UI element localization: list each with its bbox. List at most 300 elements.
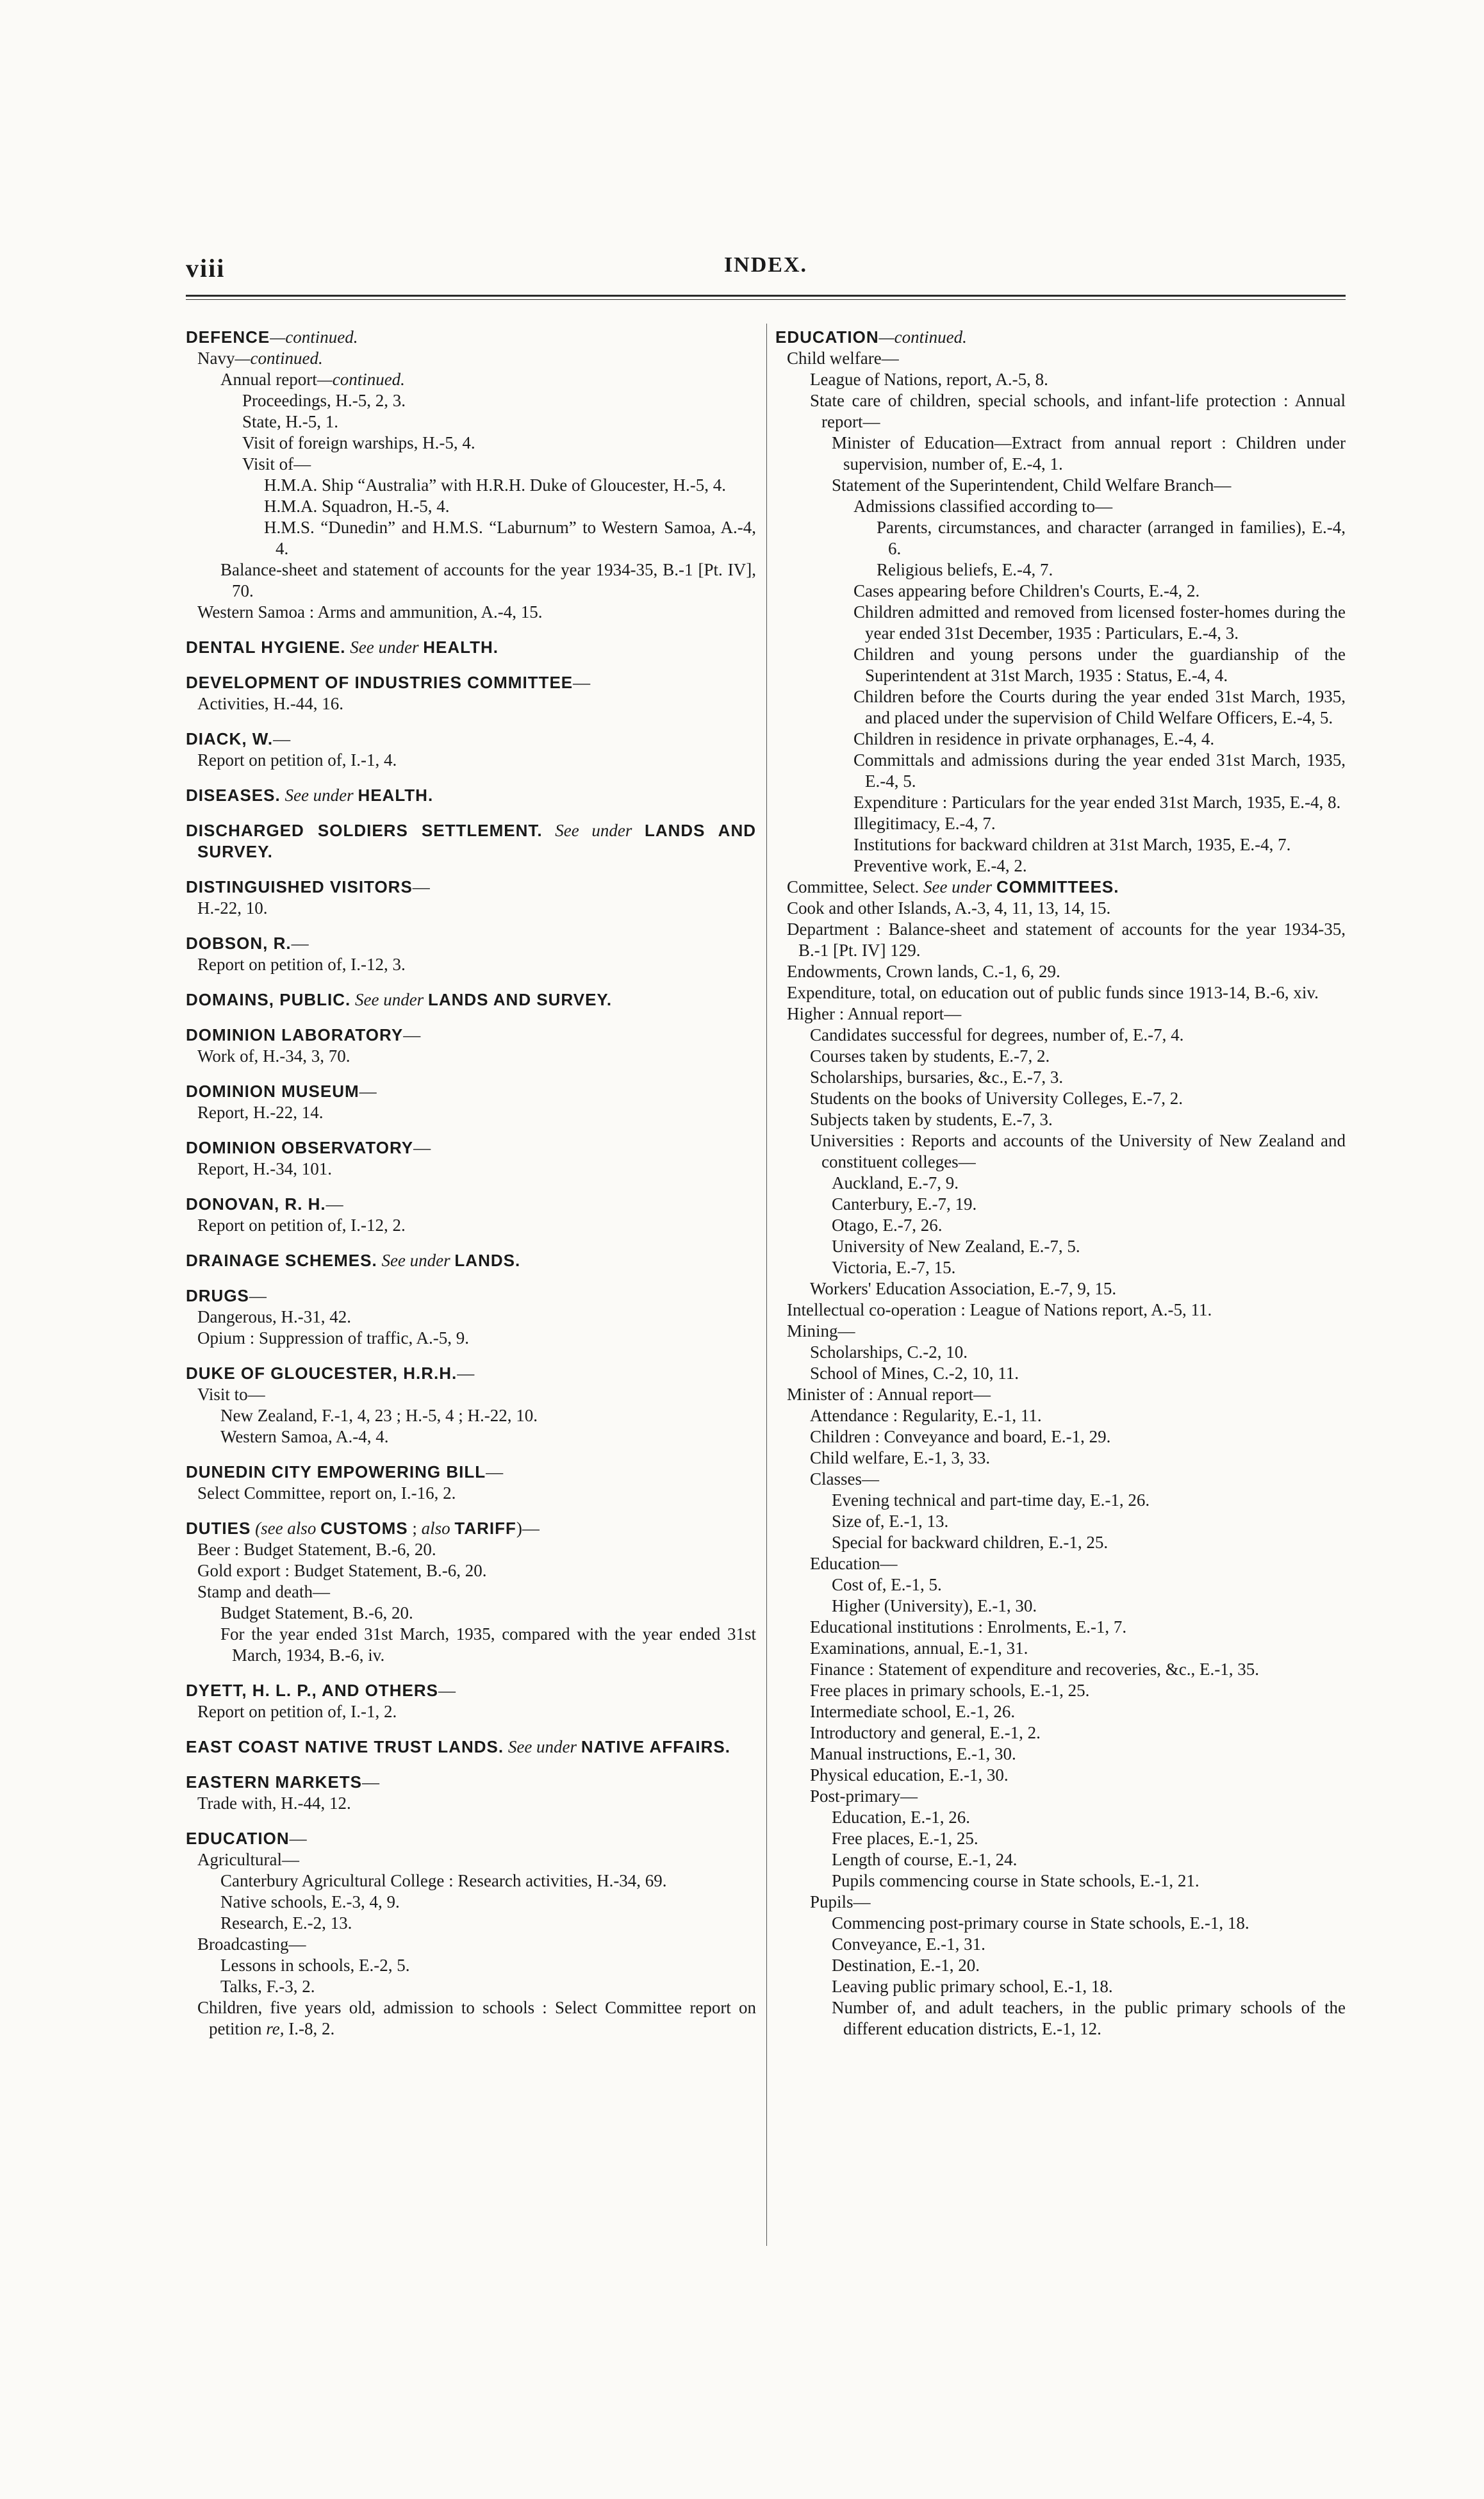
index-subentry bbox=[775, 1934, 1346, 1955]
entry-text: Navy bbox=[197, 349, 235, 368]
index-subentry bbox=[775, 1786, 1346, 1807]
entry-text: School of Mines, C.-2, 10, 11. bbox=[810, 1364, 1019, 1383]
index-subentry bbox=[775, 1659, 1346, 1680]
entry-text: — bbox=[291, 934, 309, 953]
entry-text: Stamp and death— bbox=[197, 1582, 330, 1601]
entry-text: Canterbury, E.-7, 19. bbox=[832, 1194, 977, 1214]
index-heading bbox=[186, 1680, 756, 1701]
index-heading bbox=[186, 989, 756, 1010]
index-subentry bbox=[775, 348, 1346, 369]
entry-text: Child welfare— bbox=[787, 349, 899, 368]
italic-text: See under bbox=[504, 1737, 581, 1756]
entry-text: ; bbox=[408, 1519, 422, 1538]
index-subentry bbox=[186, 559, 756, 602]
heading-text: EAST COAST NATIVE TRUST LANDS. bbox=[186, 1737, 504, 1756]
index-subentry bbox=[775, 1744, 1346, 1765]
entry-text: — bbox=[403, 1025, 421, 1044]
index-subentry bbox=[775, 750, 1346, 792]
index-subentry bbox=[775, 1426, 1346, 1447]
heading-text: DISTINGUISHED VISITORS bbox=[186, 877, 413, 896]
entry-text: Cases appearing before Children's Courts, E.-4, 2. bbox=[853, 581, 1200, 600]
index-subentry bbox=[186, 1581, 756, 1603]
index-subentry bbox=[775, 1617, 1346, 1638]
entry-text: Endowments, Crown lands, C.-1, 6, 29. bbox=[787, 962, 1060, 981]
entry-text: Canterbury Agricultural College : Research activities, H.-34, 69. bbox=[220, 1871, 667, 1890]
index-subentry bbox=[775, 1870, 1346, 1892]
heading-text: DUTIES bbox=[186, 1519, 251, 1538]
entry-text: Free places, E.-1, 25. bbox=[832, 1829, 978, 1848]
entry-text: Leaving public primary school, E.-1, 18. bbox=[832, 1977, 1113, 1996]
index-subentry bbox=[186, 1102, 756, 1123]
entry-text: Intermediate school, E.-1, 26. bbox=[810, 1702, 1016, 1721]
index-subentry bbox=[775, 1680, 1346, 1701]
index-heading bbox=[186, 637, 756, 658]
index-heading bbox=[186, 672, 756, 693]
index-subentry bbox=[186, 1793, 756, 1814]
index-subentry bbox=[775, 1363, 1346, 1384]
index-subentry bbox=[775, 1976, 1346, 1997]
entry-text: Introductory and general, E.-1, 2. bbox=[810, 1723, 1041, 1742]
entry-text: Finance : Statement of expenditure and recoveries, &c., E.-1, 35. bbox=[810, 1660, 1260, 1679]
index-subentry bbox=[775, 1342, 1346, 1363]
index-subentry bbox=[775, 1447, 1346, 1469]
index-subentry bbox=[186, 1913, 756, 1934]
entry-text: Proceedings, H.-5, 2, 3. bbox=[242, 391, 406, 410]
entry-text: Examinations, annual, E.-1, 31. bbox=[810, 1638, 1028, 1658]
heading-text: COMMITTEES. bbox=[996, 877, 1119, 896]
index-subentry bbox=[775, 1596, 1346, 1617]
entry-text: H.M.S. “Dunedin” and H.M.S. “Laburnum” to Western Samoa, A.-4, 4. bbox=[264, 518, 756, 558]
heading-text: DUKE OF GLOUCESTER, H.R.H. bbox=[186, 1364, 458, 1383]
index-subentry bbox=[775, 1299, 1346, 1321]
heading-text: DYETT, H. L. P., AND OTHERS bbox=[186, 1681, 438, 1700]
entry-text: H.M.A. Squadron, H.-5, 4. bbox=[264, 497, 450, 516]
index-heading bbox=[186, 1194, 756, 1215]
index-column-left bbox=[186, 327, 756, 2040]
entry-text: Broadcasting— bbox=[197, 1934, 306, 1954]
entry-text: Higher : Annual report— bbox=[787, 1004, 962, 1023]
entry-text: Attendance : Regularity, E.-1, 11. bbox=[810, 1406, 1042, 1425]
index-subentry bbox=[775, 1532, 1346, 1553]
italic-text: —continued. bbox=[317, 370, 405, 389]
entry-text: Minister of Education—Extract from annual report : Children under supervision, number of, E.-4, 1. bbox=[832, 433, 1346, 474]
entry-text: — bbox=[486, 1462, 504, 1481]
entry-text: Work of, H.-34, 3, 70. bbox=[197, 1046, 350, 1066]
page-number: viii bbox=[186, 254, 226, 283]
entry-text: Research, E.-2, 13. bbox=[220, 1913, 352, 1933]
index-subentry bbox=[186, 517, 756, 559]
entry-text: Admissions classified according to— bbox=[853, 497, 1113, 516]
index-subentry bbox=[775, 1849, 1346, 1870]
entry-text: Child welfare, E.-1, 3, 33. bbox=[810, 1448, 991, 1467]
entry-text: Minister of : Annual report— bbox=[787, 1385, 991, 1404]
entry-text: Western Samoa, A.-4, 4. bbox=[220, 1427, 389, 1446]
entry-text: Institutions for backward children at 31st March, 1935, E.-4, 7. bbox=[853, 835, 1291, 854]
index-subentry bbox=[186, 750, 756, 771]
entry-text: Size of, E.-1, 13. bbox=[832, 1512, 949, 1531]
entry-text: Candidates successful for degrees, number of, E.-7, 4. bbox=[810, 1025, 1184, 1044]
entry-text: Department : Balance-sheet and statement of accounts for the year 1934-35, B.-1 [Pt. IV] 129. bbox=[787, 920, 1346, 960]
entry-text: Opium : Suppression of traffic, A.-5, 9. bbox=[197, 1328, 469, 1348]
italic-text: (see also bbox=[251, 1519, 321, 1538]
entry-text: — bbox=[273, 729, 291, 748]
index-subentry bbox=[186, 1215, 756, 1236]
index-subentry bbox=[775, 1765, 1346, 1786]
entry-text: Western Samoa : Arms and ammunition, A.-4, 15. bbox=[197, 602, 543, 622]
heading-text: DEVELOPMENT OF INDUSTRIES COMMITTEE bbox=[186, 673, 573, 692]
heading-text: DONOVAN, R. H. bbox=[186, 1194, 326, 1214]
heading-text: DIACK, W. bbox=[186, 729, 274, 748]
index-heading bbox=[186, 877, 756, 898]
index-subentry bbox=[186, 1624, 756, 1666]
entry-text: Auckland, E.-7, 9. bbox=[832, 1173, 959, 1192]
entry-text: Education— bbox=[810, 1554, 898, 1573]
index-subentry bbox=[775, 1955, 1346, 1976]
italic-text: See under bbox=[923, 877, 996, 896]
index-subentry bbox=[186, 1328, 756, 1349]
heading-text: DEFENCE bbox=[186, 327, 270, 347]
entry-text: Visit of— bbox=[242, 454, 311, 474]
entry-text: Native schools, E.-3, 4, 9. bbox=[220, 1892, 400, 1911]
entry-text: H.M.A. Ship “Australia” with H.R.H. Duke of Gloucester, H.-5, 4. bbox=[264, 475, 727, 495]
italic-text: See under bbox=[280, 786, 358, 805]
index-subentry bbox=[186, 390, 756, 411]
index-subentry bbox=[775, 1130, 1346, 1173]
index-subentry bbox=[775, 1088, 1346, 1109]
index-subentry bbox=[775, 1828, 1346, 1849]
index-subentry bbox=[186, 1384, 756, 1405]
index-heading bbox=[186, 1736, 756, 1758]
entry-text: Illegitimacy, E.-4, 7. bbox=[853, 814, 996, 833]
index-subentry bbox=[775, 898, 1346, 919]
entry-text: Children in residence in private orphanages, E.-4, 4. bbox=[853, 729, 1215, 748]
index-subentry bbox=[775, 496, 1346, 517]
index-heading bbox=[186, 1828, 756, 1849]
entry-text: Children, five years old, admission to schools : Select Committee report on petition bbox=[197, 1998, 756, 2038]
running-head-title: INDEX. bbox=[723, 253, 808, 277]
index-subentry bbox=[775, 369, 1346, 390]
entry-text: Commencing post-primary course in State schools, E.-1, 18. bbox=[832, 1913, 1249, 1933]
index-subentry bbox=[775, 1025, 1346, 1046]
index-subentry bbox=[186, 1159, 756, 1180]
italic-text: —continued. bbox=[270, 327, 358, 347]
index-subentry bbox=[775, 1067, 1346, 1088]
index-heading bbox=[186, 327, 756, 348]
entry-text: Special for backward children, E.-1, 25. bbox=[832, 1533, 1109, 1552]
index-subentry bbox=[775, 1997, 1346, 2040]
index-subentry bbox=[186, 1955, 756, 1976]
entry-text: Courses taken by students, E.-7, 2. bbox=[810, 1046, 1050, 1066]
entry-text: Activities, H.-44, 16. bbox=[197, 694, 343, 713]
index-subentry bbox=[775, 1469, 1346, 1490]
index-column-right bbox=[775, 327, 1346, 2040]
entry-text: Budget Statement, B.-6, 20. bbox=[220, 1603, 413, 1622]
index-heading bbox=[186, 933, 756, 954]
index-subentry bbox=[186, 1892, 756, 1913]
index-subentry bbox=[775, 1807, 1346, 1828]
index-subentry bbox=[186, 348, 756, 369]
index-subentry bbox=[775, 1109, 1346, 1130]
heading-text: DOBSON, R. bbox=[186, 934, 292, 953]
index-subentry bbox=[186, 1603, 756, 1624]
index-subentry bbox=[775, 581, 1346, 602]
index-subentry bbox=[186, 433, 756, 454]
italic-text: See under bbox=[377, 1251, 455, 1270]
entry-text: Trade with, H.-44, 12. bbox=[197, 1794, 351, 1813]
entry-text: For the year ended 31st March, 1935, compared with the year ended 31st March, 1934, B.-6, iv. bbox=[220, 1624, 756, 1665]
index-subentry bbox=[186, 475, 756, 496]
index-heading bbox=[186, 1518, 756, 1539]
index-subentry bbox=[775, 475, 1346, 496]
heading-text: DUNEDIN CITY EMPOWERING BILL bbox=[186, 1462, 486, 1481]
index-subentry bbox=[775, 855, 1346, 877]
entry-text: — bbox=[413, 1138, 431, 1157]
entry-text: Intellectual co-operation : League of Nations report, A.-5, 11. bbox=[787, 1300, 1212, 1319]
entry-text: Workers' Education Association, E.-7, 9, 15. bbox=[810, 1279, 1117, 1298]
entry-text: Parents, circumstances, and character (arranged in families), E.-4, 6. bbox=[877, 518, 1346, 558]
index-subentry bbox=[775, 1553, 1346, 1574]
entry-text: Free places in primary schools, E.-1, 25. bbox=[810, 1681, 1090, 1700]
heading-text: DRAINAGE SCHEMES. bbox=[186, 1251, 377, 1270]
entry-text: Lessons in schools, E.-2, 5. bbox=[220, 1956, 410, 1975]
index-subentry bbox=[775, 390, 1346, 433]
index-subentry bbox=[775, 1384, 1346, 1405]
index-subentry bbox=[775, 1574, 1346, 1596]
index-subentry bbox=[775, 602, 1346, 644]
entry-text: Talks, F.-3, 2. bbox=[220, 1977, 315, 1996]
entry-text: Higher (University), E.-1, 30. bbox=[832, 1596, 1037, 1615]
page-header bbox=[186, 253, 1346, 292]
heading-text: DISEASES. bbox=[186, 786, 281, 805]
entry-text: Victoria, E.-7, 15. bbox=[832, 1258, 956, 1277]
index-subentry bbox=[775, 1278, 1346, 1299]
heading-text: TARIFF bbox=[454, 1519, 516, 1538]
entry-text: Committee, Select. bbox=[787, 877, 923, 896]
italic-text: —continued. bbox=[235, 349, 323, 368]
heading-text: DISCHARGED SOLDIERS SETTLEMENT. bbox=[186, 821, 543, 840]
index-subentry bbox=[775, 982, 1346, 1003]
entry-text: Visit of foreign warships, H.-5, 4. bbox=[242, 433, 475, 452]
heading-text: EDUCATION bbox=[186, 1829, 290, 1848]
entry-text: H.-22, 10. bbox=[197, 898, 268, 918]
entry-text: Children before the Courts during the year ended 31st March, 1935, and placed under the supervision of Child Welfare Officers, E.-4, 5. bbox=[853, 687, 1346, 727]
heading-text: LANDS AND SURVEY. bbox=[427, 990, 613, 1009]
index-subentry bbox=[186, 1483, 756, 1504]
entry-text: Evening technical and part-time day, E.-1, 26. bbox=[832, 1490, 1150, 1510]
index-subentry bbox=[186, 1934, 756, 1955]
entry-text: Physical education, E.-1, 30. bbox=[810, 1765, 1009, 1785]
index-subentry bbox=[775, 1511, 1346, 1532]
index-subentry bbox=[775, 686, 1346, 729]
index-subentry bbox=[775, 1003, 1346, 1025]
heading-text: HEALTH. bbox=[423, 638, 499, 657]
entry-text: Educational institutions : Enrolments, E.-1, 7. bbox=[810, 1617, 1127, 1637]
index-heading bbox=[186, 1250, 756, 1271]
entry-text: Pupils commencing course in State schools, E.-1, 21. bbox=[832, 1871, 1200, 1890]
index-subentry bbox=[775, 961, 1346, 982]
column-separator bbox=[766, 324, 767, 2246]
index-subentry bbox=[775, 433, 1346, 475]
index-subentry bbox=[775, 834, 1346, 855]
heading-text: DOMAINS, PUBLIC. bbox=[186, 990, 351, 1009]
entry-text: Children : Conveyance and board, E.-1, 29. bbox=[810, 1427, 1111, 1446]
index-subentry bbox=[775, 1173, 1346, 1194]
entry-text: Conveyance, E.-1, 31. bbox=[832, 1934, 985, 1954]
heading-text: DRUGS bbox=[186, 1286, 249, 1305]
entry-text: Report, H.-34, 101. bbox=[197, 1159, 332, 1178]
entry-text: University of New Zealand, E.-7, 5. bbox=[832, 1237, 1080, 1256]
index-subentry bbox=[186, 954, 756, 975]
index-subentry bbox=[775, 1194, 1346, 1215]
index-heading bbox=[186, 1772, 756, 1793]
heading-text: LANDS. bbox=[454, 1251, 521, 1270]
entry-text: Number of, and adult teachers, in the public primary schools of the different education districts, E.-1, 12. bbox=[832, 1998, 1346, 2038]
entry-text: Classes— bbox=[810, 1469, 879, 1489]
entry-text: I.-8, 2. bbox=[284, 2019, 335, 2038]
index-subentry bbox=[186, 1307, 756, 1328]
entry-text: Education, E.-1, 26. bbox=[832, 1808, 970, 1827]
entry-text: Agricultural— bbox=[197, 1850, 299, 1869]
entry-text: — bbox=[457, 1364, 475, 1383]
entry-text: Report on petition of, I.-12, 2. bbox=[197, 1216, 406, 1235]
index-subentry bbox=[186, 602, 756, 623]
entry-text: Cost of, E.-1, 5. bbox=[832, 1575, 942, 1594]
index-heading bbox=[186, 1462, 756, 1483]
entry-text: Beer : Budget Statement, B.-6, 20. bbox=[197, 1540, 436, 1559]
entry-text: Report, H.-22, 14. bbox=[197, 1103, 324, 1122]
italic-text: re, bbox=[266, 2019, 284, 2038]
entry-text: — bbox=[326, 1194, 343, 1214]
entry-text: — bbox=[412, 877, 430, 896]
entry-text: New Zealand, F.-1, 4, 23 ; H.-5, 4 ; H.-22, 10. bbox=[220, 1406, 538, 1425]
entry-text: State, H.-5, 1. bbox=[242, 412, 338, 431]
entry-text: Scholarships, C.-2, 10. bbox=[810, 1342, 968, 1362]
index-subentry bbox=[186, 1701, 756, 1722]
entry-text: Preventive work, E.-4, 2. bbox=[853, 856, 1027, 875]
index-subentry bbox=[775, 1913, 1346, 1934]
index-subentry bbox=[186, 369, 756, 390]
entry-text: — bbox=[573, 673, 591, 692]
entry-text: Dangerous, H.-31, 42. bbox=[197, 1307, 351, 1326]
index-subentry bbox=[775, 1722, 1346, 1744]
entry-text: — bbox=[359, 1082, 377, 1101]
index-heading bbox=[186, 729, 756, 750]
entry-text: — bbox=[289, 1829, 307, 1848]
index-subentry bbox=[775, 729, 1346, 750]
index-subentry bbox=[775, 1215, 1346, 1236]
index-subentry bbox=[186, 1560, 756, 1581]
index-subentry bbox=[775, 813, 1346, 834]
entry-text: Length of course, E.-1, 24. bbox=[832, 1850, 1018, 1869]
index-heading bbox=[186, 1285, 756, 1307]
index-subentry bbox=[186, 1997, 756, 2040]
entry-text: Balance-sheet and statement of accounts for the year 1934-35, B.-1 [Pt. IV], 70. bbox=[220, 560, 756, 600]
italic-text: See under bbox=[542, 821, 645, 840]
entry-text: League of Nations, report, A.-5, 8. bbox=[810, 370, 1048, 389]
index-subentry bbox=[186, 454, 756, 475]
index-subentry bbox=[775, 1321, 1346, 1342]
heading-text: DENTAL HYGIENE. bbox=[186, 638, 346, 657]
index-subentry bbox=[186, 1426, 756, 1447]
entry-text: Report on petition of, I.-1, 4. bbox=[197, 750, 397, 770]
index-subentry bbox=[775, 1257, 1346, 1278]
index-subentry bbox=[775, 1701, 1346, 1722]
entry-text: Statement of the Superintendent, Child Welfare Branch— bbox=[832, 475, 1232, 495]
entry-text: Universities : Reports and accounts of the University of New Zealand and constituent colleges— bbox=[810, 1131, 1346, 1171]
heading-text: NATIVE AFFAIRS. bbox=[581, 1737, 730, 1756]
italic-text: See under bbox=[345, 638, 424, 657]
entry-text: Subjects taken by students, E.-7, 3. bbox=[810, 1110, 1053, 1129]
index-heading bbox=[186, 1081, 756, 1102]
index-heading bbox=[186, 820, 756, 862]
entry-text: Destination, E.-1, 20. bbox=[832, 1956, 980, 1975]
index-subentry bbox=[775, 1638, 1346, 1659]
index-subentry bbox=[186, 1870, 756, 1892]
entry-text: Report on petition of, I.-12, 3. bbox=[197, 955, 406, 974]
index-subentry bbox=[775, 517, 1346, 559]
header-rule bbox=[186, 295, 1346, 297]
heading-text: EASTERN MARKETS bbox=[186, 1772, 363, 1792]
index-subentry bbox=[775, 1405, 1346, 1426]
entry-text: Expenditure : Particulars for the year ended 31st March, 1935, E.-4, 8. bbox=[853, 793, 1341, 812]
entry-text: Annual report bbox=[220, 370, 317, 389]
entry-text: Expenditure, total, on education out of public funds since 1913-14, B.-6, xiv. bbox=[787, 983, 1319, 1002]
entry-text: )— bbox=[516, 1519, 540, 1538]
index-subentry bbox=[775, 1490, 1346, 1511]
index-heading bbox=[186, 785, 756, 806]
index-subentry bbox=[775, 1892, 1346, 1913]
heading-text: DOMINION LABORATORY bbox=[186, 1025, 404, 1044]
italic-text: also bbox=[421, 1519, 455, 1538]
entry-text: — bbox=[249, 1286, 267, 1305]
index-subentry bbox=[186, 898, 756, 919]
entry-text: — bbox=[362, 1772, 380, 1792]
entry-text: Pupils— bbox=[810, 1892, 871, 1911]
index-subentry bbox=[186, 496, 756, 517]
entry-text: Gold export : Budget Statement, B.-6, 20. bbox=[197, 1561, 487, 1580]
entry-text: Visit to— bbox=[197, 1385, 265, 1404]
italic-text: —continued. bbox=[878, 327, 967, 347]
entry-text: Select Committee, report on, I.-16, 2. bbox=[197, 1483, 456, 1503]
heading-text: HEALTH. bbox=[358, 786, 434, 805]
index-subentry bbox=[186, 1539, 756, 1560]
italic-text: See under bbox=[350, 990, 428, 1009]
entry-text: Manual instructions, E.-1, 30. bbox=[810, 1744, 1016, 1763]
index-subentry bbox=[186, 1849, 756, 1870]
index-heading bbox=[775, 327, 1346, 348]
index-subentry bbox=[775, 1046, 1346, 1067]
index-heading bbox=[186, 1363, 756, 1384]
entry-text: State care of children, special schools, and infant-life protection : Annual report— bbox=[810, 391, 1346, 431]
index-heading bbox=[186, 1025, 756, 1046]
entry-text: Report on petition of, I.-1, 2. bbox=[197, 1702, 397, 1721]
heading-text: CUSTOMS bbox=[320, 1519, 408, 1538]
entry-text: Committals and admissions during the year ended 31st March, 1935, E.-4, 5. bbox=[853, 750, 1346, 791]
index-subentry bbox=[775, 644, 1346, 686]
entry-text: — bbox=[438, 1681, 456, 1700]
index-subentry bbox=[186, 1976, 756, 1997]
entry-text: Mining— bbox=[787, 1321, 855, 1340]
index-subentry bbox=[186, 693, 756, 714]
index-subentry bbox=[186, 411, 756, 433]
entry-text: Children and young persons under the guardianship of the Superintendent at 31st March, 1935 : Status, E.-4, 4. bbox=[853, 645, 1346, 685]
heading-text: DOMINION OBSERVATORY bbox=[186, 1138, 414, 1157]
heading-text: LANDS AND SURVEY. bbox=[197, 821, 756, 861]
entry-text: Scholarships, bursaries, &c., E.-7, 3. bbox=[810, 1068, 1064, 1087]
entry-text: Children admitted and removed from licensed foster-homes during the year ended 31st December, 1935 : Particulars, E.-4, 3. bbox=[853, 602, 1346, 643]
index-subentry bbox=[775, 1236, 1346, 1257]
index-subentry bbox=[775, 919, 1346, 961]
